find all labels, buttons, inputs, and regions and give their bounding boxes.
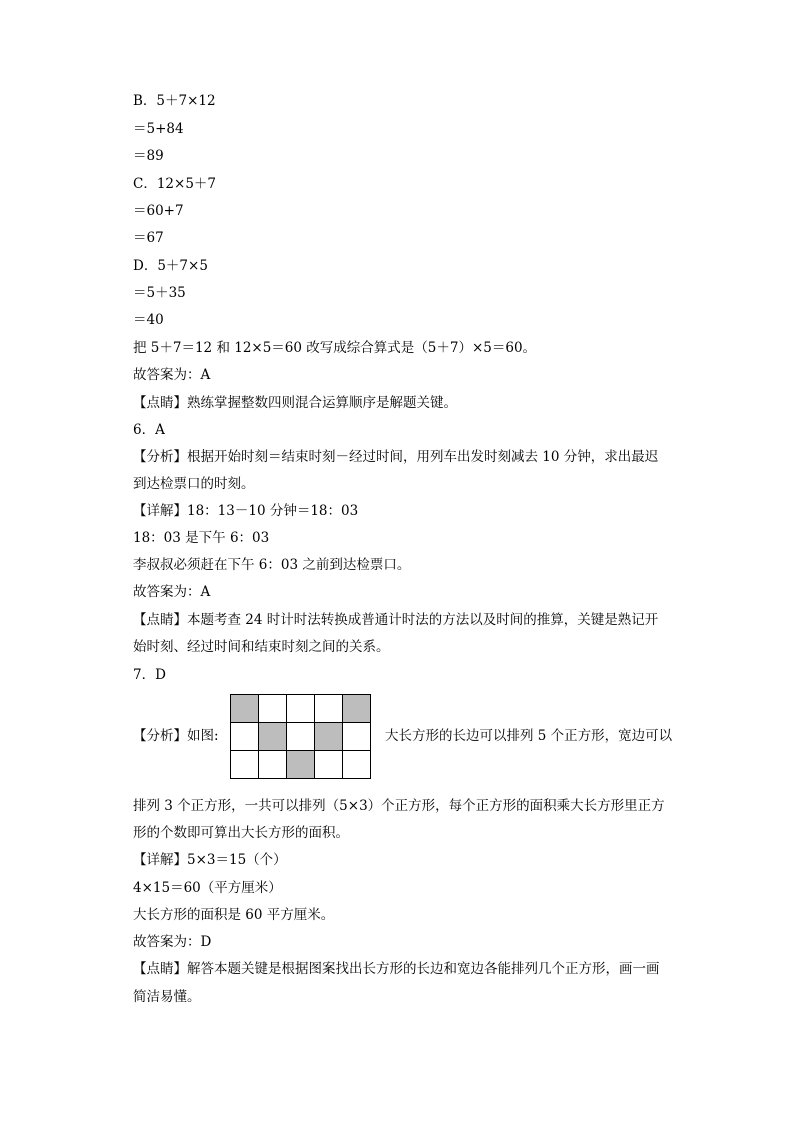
shaded-square [315,723,343,751]
empty-square [259,695,287,723]
text-line: 形的个数即可算出大长方形的面积。 [133,825,349,841]
text-line: D．5＋7×5 [133,258,208,274]
question-number: 7．D [133,667,166,683]
grid-row [231,695,371,723]
text-line: 【点睛】本题考查 24 时计时法转换成普通计时法的方法以及时间的推算，关键是熟记开 [133,612,659,628]
grid-row [231,723,371,751]
text-line: 故答案为：A [133,584,211,600]
text-line: 故答案为：A [133,367,211,383]
text-line: ＝60+7 [133,203,184,219]
grid-row [231,751,371,779]
text-line: 大长方形的面积是 60 平方厘米。 [133,907,335,923]
empty-square [287,723,315,751]
empty-square [231,751,259,779]
text-line: 【分析】根据开始时刻＝结束时刻－经过时间，用列车出发时刻减去 10 分钟，求出最迟 [133,449,659,465]
text-line: 排列 3 个正方形，一共可以排列（5×3）个正方形，每个正方形的面积乘大长方形里正方 [133,798,665,814]
text-line: 4×15＝60（平方厘米） [133,880,282,896]
analysis-text: 大长方形的长边可以排列 5 个正方形，宽边可以 [385,728,673,744]
text-line: 【详解】5×3＝15（个） [133,852,287,868]
empty-square [343,751,371,779]
text-line: ＝5+84 [133,121,184,137]
text-line: ＝40 [133,312,164,328]
text-line: C．12×5＋7 [133,176,216,192]
text-line: 把 5＋7＝12 和 12×5＝60 改写成综合算式是（5＋7）×5＝60。 [133,340,537,356]
empty-square [315,695,343,723]
text-line: B．5＋7×12 [133,93,216,109]
shaded-square [231,695,259,723]
square-grid-figure [230,694,371,779]
empty-square [231,723,259,751]
text-line: ＝67 [133,230,164,246]
empty-square [287,695,315,723]
text-line: ＝89 [133,148,164,164]
text-line: 【点睛】熟练掌握整数四则混合运算顺序是解题关键。 [133,395,457,411]
text-line: 故答案为：D [133,934,212,950]
analysis-figure-row [133,694,693,782]
empty-square [315,751,343,779]
text-line: 【点睛】解答本题关键是根据图案找出长方形的长边和宽边各能排列几个正方形，画一画 [133,961,660,977]
text-line: 始时刻、经过时间和结束时刻之间的关系。 [133,639,390,655]
text-line: 李叔叔必须赶在下午 6：03 之前到达检票口。 [133,557,411,573]
empty-square [343,723,371,751]
empty-square [259,751,287,779]
shaded-square [259,723,287,751]
text-line: 到达检票口的时刻。 [133,476,255,492]
text-line: 18：03 是下午 6：03 [133,530,270,546]
shaded-square [287,751,315,779]
analysis-label: 【分析】如图: [133,728,219,744]
text-line: ＝5＋35 [133,285,186,301]
text-line: 简洁易懂。 [133,989,201,1005]
text-line: 【详解】18：13－10 分钟＝18：03 [133,503,359,519]
question-number: 6．A [133,422,165,438]
shaded-square [343,695,371,723]
